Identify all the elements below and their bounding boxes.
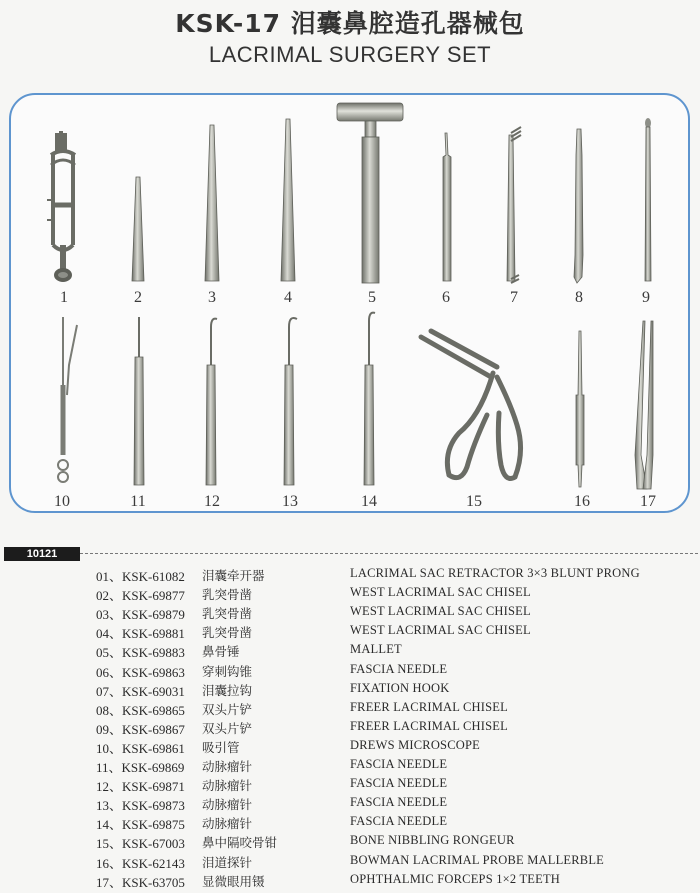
item-name-chinese: 乳突骨凿	[202, 625, 253, 641]
instrument-number: 2	[134, 289, 142, 306]
item-code: 12、KSK-69871	[96, 779, 185, 795]
item-name-chinese: 乳突骨凿	[202, 587, 253, 603]
instrument-number: 7	[510, 289, 518, 306]
item-name-english: FASCIA NEEDLE	[350, 776, 448, 791]
item-name-chinese: 动脉瘤针	[202, 816, 253, 832]
list-item	[0, 585, 700, 604]
item-code: 08、KSK-69865	[96, 702, 185, 718]
instrument-photo-panel	[9, 93, 690, 513]
list-item	[0, 623, 700, 642]
instrument-number: 12	[204, 493, 220, 510]
fascia-needle-image	[284, 318, 297, 485]
item-code: 14、KSK-69875	[96, 817, 185, 833]
west-lacrimal-chisel-image	[132, 177, 144, 281]
item-name-english: BOWMAN LACRIMAL PROBE MALLERBLE	[350, 852, 605, 867]
item-code: 06、KSK-69863	[96, 664, 185, 680]
list-item	[0, 833, 700, 852]
instrument-number: 13	[282, 493, 298, 510]
fascia-needle-image	[206, 319, 217, 485]
item-name-english: FREER LACRIMAL CHISEL	[350, 718, 508, 733]
west-lacrimal-chisel-image	[281, 119, 295, 281]
fascia-needle-image	[364, 313, 375, 485]
instrument-number: 15	[466, 493, 482, 510]
item-name-chinese: 泪囊拉钩	[202, 682, 253, 698]
page-title-chinese: KSK-17 泪囊鼻腔造孔器械包	[175, 9, 525, 38]
list-item	[0, 700, 700, 719]
item-name-chinese: 泪囊牵开器	[202, 568, 265, 583]
item-name-english: WEST LACRIMAL SAC CHISEL	[350, 623, 531, 638]
item-code: 01、KSK-61082	[96, 569, 185, 584]
item-name-chinese: 显微眼用镊	[202, 873, 265, 889]
item-name-english: OPHTHALMIC FORCEPS 1×2 TEETH	[350, 871, 561, 886]
item-name-chinese: 鼻中隔咬骨钳	[202, 835, 278, 851]
list-item	[0, 604, 700, 623]
drews-suction-tube-image	[58, 317, 77, 482]
item-code: 09、KSK-69867	[96, 721, 185, 737]
instrument-number: 8	[575, 289, 583, 306]
instrument-number: 4	[284, 289, 292, 306]
list-item	[0, 795, 700, 814]
dashed-divider	[80, 553, 698, 554]
item-name-chinese: 双头片铲	[202, 701, 253, 717]
list-item	[0, 738, 700, 757]
list-item	[0, 719, 700, 738]
instrument-number: 10	[54, 493, 70, 510]
item-name-chinese: 泪道探针	[202, 854, 253, 870]
list-item	[0, 776, 700, 795]
item-name-chinese: 动脉瘤针	[202, 797, 253, 813]
item-name-chinese: 动脉瘤针	[202, 759, 253, 774]
item-name-chinese: 鼻骨锤	[202, 644, 240, 660]
mallet-image	[337, 103, 403, 283]
instrument-number: 11	[130, 493, 146, 510]
list-item	[0, 757, 700, 776]
item-name-english: FASCIA NEEDLE	[350, 795, 448, 810]
item-code: 17、KSK-63705	[96, 874, 185, 890]
item-name-english: FIXATION HOOK	[350, 680, 450, 695]
item-name-chinese: 吸引管	[202, 739, 240, 755]
item-code: 05、KSK-69883	[96, 645, 185, 661]
west-lacrimal-chisel-image	[205, 125, 219, 281]
list-item	[0, 853, 700, 872]
item-name-english: DREWS MICROSCOPE	[350, 737, 480, 752]
catalog-code-bar	[0, 547, 700, 561]
item-code: 02、KSK-69877	[96, 588, 185, 604]
fascia-needle-image	[134, 317, 144, 485]
item-name-english: LACRIMAL SAC RETRACTOR 3×3 BLUNT PRONG	[350, 566, 640, 580]
item-code: 10、KSK-69861	[96, 740, 185, 756]
instrument-number: 5	[368, 289, 376, 306]
freer-lacrimal-chisel-image	[645, 118, 651, 281]
ophthalmic-forceps-image	[635, 321, 653, 489]
list-item	[0, 872, 700, 891]
item-name-english: FASCIA NEEDLE	[350, 814, 448, 829]
item-name-english: FASCIA NEEDLE	[350, 661, 448, 676]
lacrimal-sac-retractor-image	[47, 131, 75, 280]
list-item	[0, 681, 700, 700]
instrument-number: 14	[361, 493, 377, 510]
item-name-english: BONE NIBBLING RONGEUR	[350, 833, 515, 848]
item-code: 15、KSK-67003	[96, 836, 185, 852]
item-name-english: FREER LACRIMAL CHISEL	[350, 699, 508, 714]
bowman-lacrimal-probe-image	[576, 331, 584, 487]
item-name-chinese: 动脉瘤针	[202, 778, 253, 794]
item-code: 03、KSK-69879	[96, 607, 185, 623]
catalog-code-badge: 10121	[4, 547, 80, 561]
instrument-number: 16	[574, 493, 590, 510]
item-name-english: WEST LACRIMAL SAC CHISEL	[350, 585, 531, 600]
item-name-english: WEST LACRIMAL SAC CHISEL	[350, 604, 531, 619]
bone-nibbling-rongeur-image	[421, 331, 521, 479]
list-item	[0, 566, 700, 585]
list-item	[0, 814, 700, 833]
instrument-number: 17	[640, 493, 656, 510]
instrument-number: 9	[642, 289, 650, 306]
instrument-number: 1	[60, 289, 68, 306]
item-code: 04、KSK-69881	[96, 626, 185, 642]
freer-lacrimal-chisel-image	[574, 129, 583, 283]
item-code: 07、KSK-69031	[96, 683, 185, 699]
item-code: 16、KSK-62143	[96, 855, 185, 871]
list-item	[0, 642, 700, 661]
page-title-english: LACRIMAL SURGERY SET	[208, 42, 492, 67]
item-code: 11、KSK-69869	[96, 760, 185, 775]
item-code: 13、KSK-69873	[96, 798, 185, 814]
instrument-number: 6	[442, 289, 450, 306]
item-name-english: MALLET	[350, 642, 402, 657]
instrument-number: 3	[208, 289, 216, 306]
item-name-english: FASCIA NEEDLE	[350, 757, 448, 771]
list-item	[0, 662, 700, 681]
fixation-hook-image	[507, 127, 521, 283]
item-name-chinese: 乳突骨凿	[202, 606, 253, 622]
item-name-chinese: 双头片铲	[202, 720, 253, 736]
fascia-needle-image	[443, 133, 451, 281]
item-name-chinese: 穿刺钩锥	[202, 663, 253, 679]
